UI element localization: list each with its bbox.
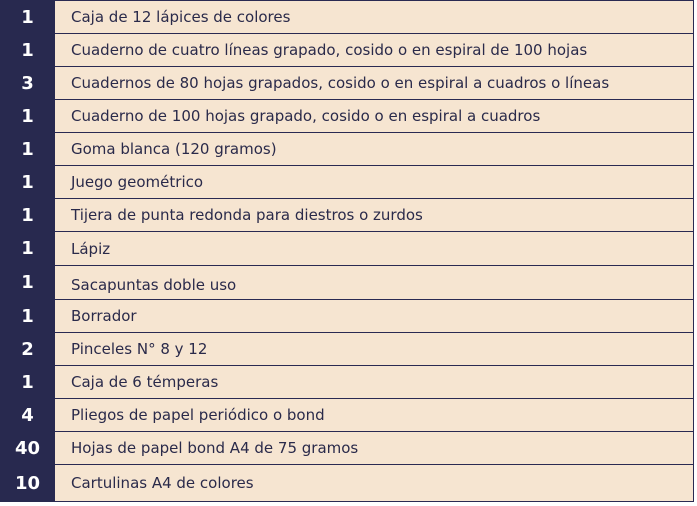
table-row [1,133,694,166]
table-row [1,1,694,34]
item-description [55,67,694,100]
item-description [55,399,694,432]
table-row [1,266,694,300]
item-description-text: Borrador [71,307,137,325]
table-row [1,166,694,199]
quantity-cell: 10 [1,465,55,502]
item-description [55,266,694,300]
table-row [1,465,694,502]
quantity-cell: 1 [1,34,55,67]
item-description [55,432,694,465]
quantity-cell: 40 [1,432,55,465]
table-row [1,432,694,465]
item-description-text: Hojas de papel bond A4 de 75 gramos [71,439,359,457]
table-row [1,34,694,67]
table-row [1,333,694,366]
table-row [1,100,694,133]
quantity-cell: 1 [1,133,55,166]
item-description-text: Cuaderno de cuatro líneas grapado, cosido o en espiral de 100 hojas [71,41,588,59]
item-description-text: Cuadernos de 80 hojas grapados, cosido o en espiral a cuadros o líneas [71,74,610,92]
item-description-text: Tijera de punta redonda para diestros o zurdos [71,206,423,224]
quantity-cell: 1 [1,232,55,266]
item-description [55,1,694,34]
quantity-cell: 2 [1,333,55,366]
item-description-text: Caja de 6 témperas [71,373,219,391]
quantity-cell: 1 [1,166,55,199]
quantity-cell: 1 [1,366,55,399]
quantity-cell: 4 [1,399,55,432]
item-description-text: Lápiz [71,239,111,258]
item-description [55,199,694,232]
item-description-text: Goma blanca (120 gramos) [71,140,277,158]
item-description [55,133,694,166]
item-description-text: Cuaderno de 100 hojas grapado, cosido o en espiral a cuadros [71,107,541,125]
table-row [1,366,694,399]
table-row [1,399,694,432]
item-description-text: Caja de 12 lápices de colores [71,8,291,26]
item-description [55,366,694,399]
table-row [1,232,694,266]
item-description-text: Sacapuntas doble uso [71,275,237,294]
item-description-text: Juego geométrico [71,173,204,191]
item-description [55,232,694,266]
item-description [55,100,694,133]
item-description [55,34,694,67]
quantity-cell: 3 [1,67,55,100]
quantity-cell: 1 [1,1,55,34]
item-description [55,333,694,366]
table-row [1,199,694,232]
item-description-text: Pinceles N° 8 y 12 [71,340,208,358]
table-row [1,300,694,333]
table-row [1,67,694,100]
item-description-text: Pliegos de papel periódico o bond [71,406,325,424]
item-description [55,465,694,502]
item-description [55,166,694,199]
quantity-cell: 1 [1,199,55,232]
item-description [55,300,694,333]
quantity-cell: 1 [1,100,55,133]
item-description-text: Cartulinas A4 de colores [71,474,254,492]
quantity-cell: 1 [1,300,55,333]
quantity-cell: 1 [1,266,55,300]
